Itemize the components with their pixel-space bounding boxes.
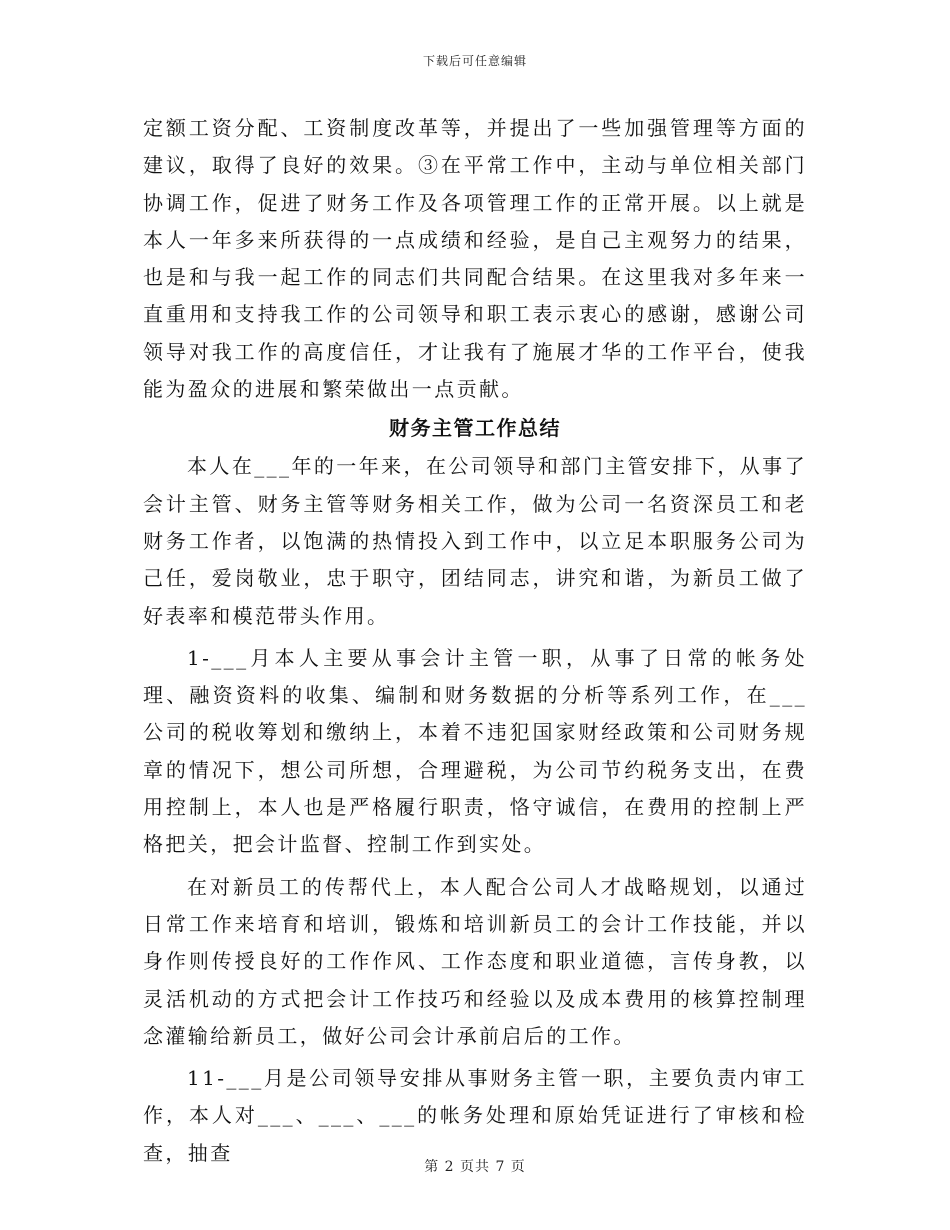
document-body <box>143 110 807 1172</box>
section-title: 财务主管工作总结 <box>389 416 561 441</box>
paragraph-accounting-supervisor: 1-___月本人主要从事会计主管一职，从事了日常的帐务处理、融资资料的收集、编制和财务数据的分析等系列工作，在___公司的税收筹划和缴纳上，本着不违犯国家财经政策和公司财务规章的情况下，想公司所想，合理避税，为公司节约税务支出，在费用控制上，本人也是严格履行职责，恪守诚信，在费用的控制上严格把关，把会计监督、控制工作到实处。 <box>143 645 807 857</box>
page-header: 下载后可任意编辑 <box>422 54 527 68</box>
page-footer: 第 2 页共 7 页 <box>424 1159 526 1175</box>
paragraph-intro: 本人在___年的一年来，在公司领导和部门主管安排下，从事了会计主管、财务主管等财务相关工作，做为公司一名资深员工和老财务工作者，以饱满的热情投入到工作中，以立足本职服务公司为己任，爱岗敬业，忠于职守，团结同志，讲究和谐，为新员工做了好表率和模范带头作用。 <box>143 454 807 628</box>
paragraph-staff-training: 在对新员工的传帮代上，本人配合公司人才战略规划，以通过日常工作来培育和培训，锻炼和培训新员工的会计工作技能，并以身作则传授良好的工作作风、工作态度和职业道德，言传身教，以灵活机动的方式把会计工作技巧和经验以及成本费用的核算控制理念灌输给新员工，做好公司会计承前启后的工作。 <box>143 874 807 1048</box>
paragraph-finance-supervisor: 11-___月是公司领导安排从事财务主管一职，主要负责内审工作，本人对___、___、___的帐务处理和原始凭证进行了审核和检查，抽查 <box>143 1066 807 1165</box>
paragraph-continuation: 定额工资分配、工资制度改革等，并提出了一些加强管理等方面的建议，取得了良好的效果。③在平常工作中，主动与单位相关部门协调工作，促进了财务工作及各项管理工作的正常开展。以上就是本人一年多来所获得的一点成绩和经验，是自己主观努力的结果，也是和与我一起工作的同志们共同配合结果。在这里我对多年来一直重用和支持我工作的公司领导和职工表示衷心的感谢，感谢公司领导对我工作的高度信任，才让我有了施展才华的工作平台，使我能为盈众的进展和繁荣做出一点贡献。 <box>143 116 807 402</box>
